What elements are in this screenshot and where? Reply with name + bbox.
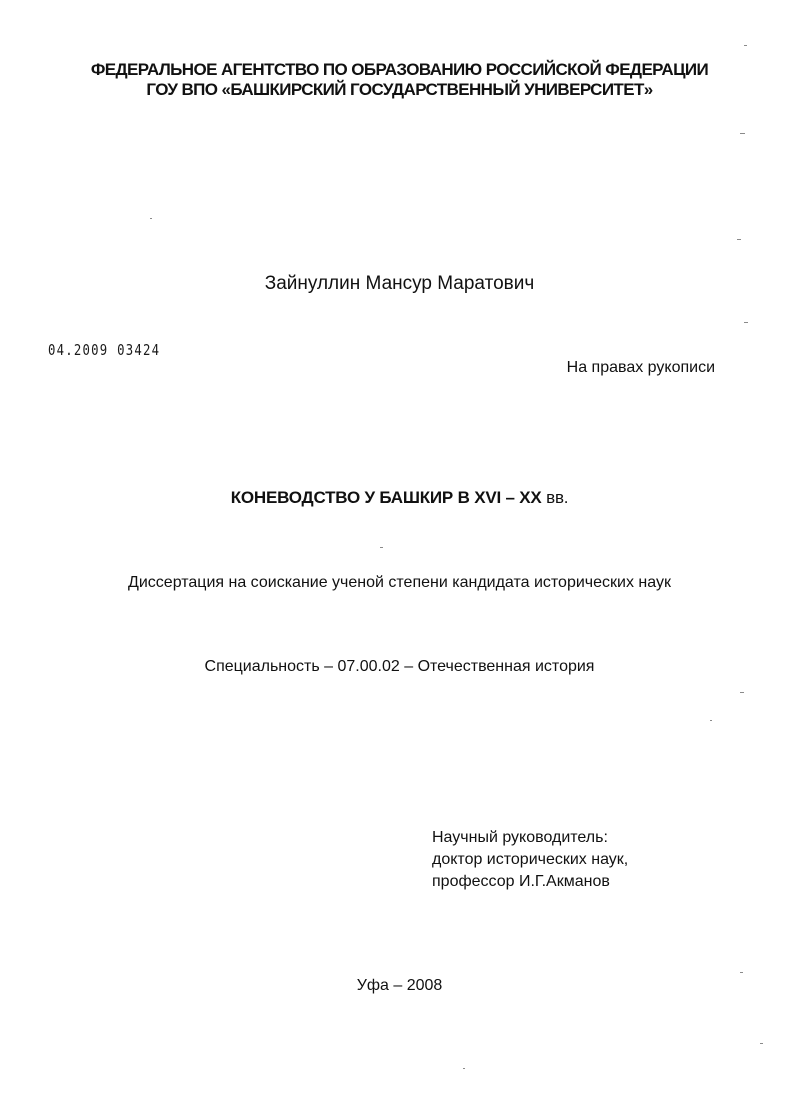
scan-speck [150,218,152,219]
scan-speck [744,45,747,46]
scan-speck [760,1043,763,1044]
advisor-degree: доктор исторических наук, [432,851,629,868]
scan-speck [380,547,383,548]
title-suffix: вв. [546,488,569,507]
scan-speck [740,133,745,134]
dissertation-title [0,489,799,506]
author-name: Зайнуллин Мансур Маратович [264,273,535,294]
specialty: Специальность – 07.00.02 – Отечественная история [204,658,595,675]
advisor-heading: Научный руководитель: [432,829,608,846]
stamp-number: 04.2009 03424 [48,341,161,359]
scan-speck [737,239,741,240]
scan-speck [744,322,748,323]
manuscript-rights: На правах рукописи [566,359,715,376]
city-year: Уфа – 2008 [356,977,443,994]
title-main: КОНЕВОДСТВО У БАШКИР В ХVI – ХХ [230,488,542,507]
university-name: ГОУ ВПО «БАШКИРСКИЙ ГОСУДАРСТВЕННЫЙ УНИВЕРСИТЕТ» [146,80,653,99]
scan-speck [740,692,744,693]
scan-speck [740,972,743,973]
scan-speck [463,1068,465,1069]
dissertation-subtitle: Диссертация на соискание ученой степени кандидата исторических наук [128,574,671,591]
advisor-name: профессор И.Г.Акманов [432,873,610,890]
library-stamp [48,343,160,358]
agency-name: ФЕДЕРАЛЬНОЕ АГЕНТСТВО ПО ОБРАЗОВАНИЮ РОССИЙСКОЙ ФЕДЕРАЦИИ [90,60,709,79]
scan-speck [710,720,712,721]
